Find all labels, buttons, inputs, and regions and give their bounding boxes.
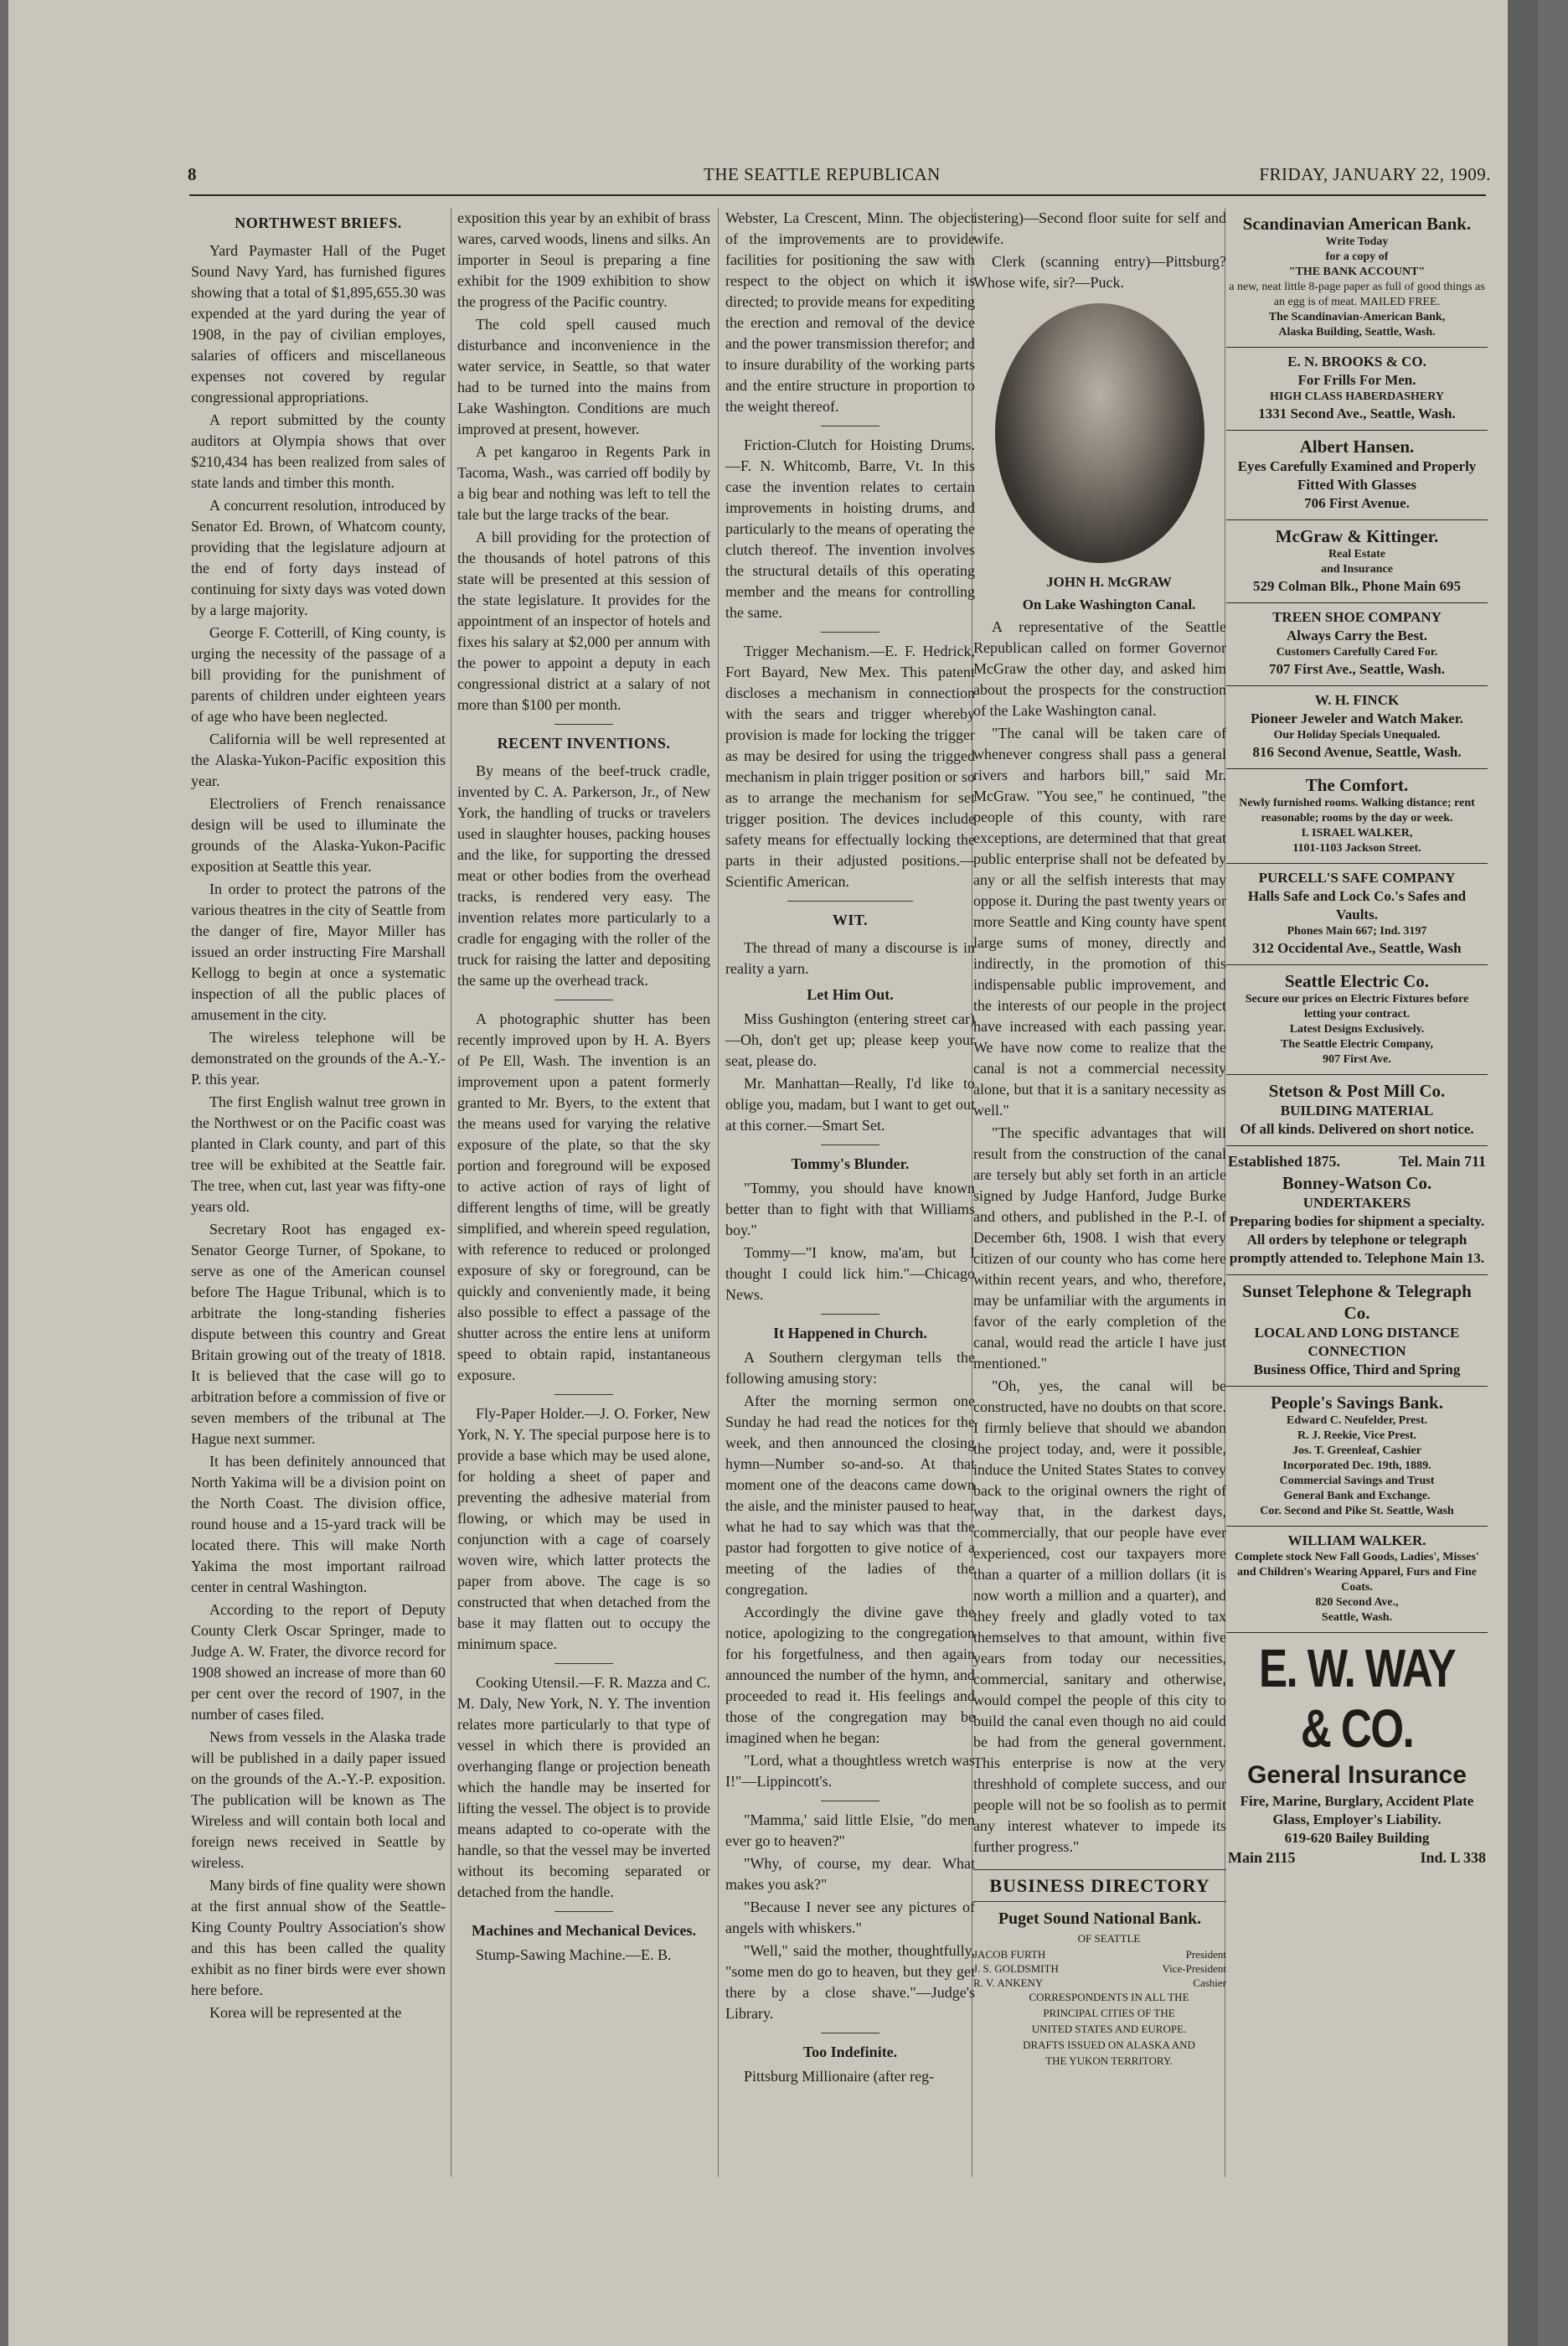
bank-note-line: DRAFTS ISSUED ON ALASKA AND [1023,2039,1195,2051]
ad-line: For Frills For Men. [1297,372,1416,388]
ad-mcgraw-kittinger [1226,520,1488,603]
article-paragraph: Friction-Clutch for Hoisting Drums.—F. N. Whitcomb, Barre, Vt. In this case the invention relates to certain improvements in hoisting drums, and particularly to the means of operating the clutch thereof. The invention involves the structural details of this operating member and the means for controlling the same. [725,437,975,621]
brief-paragraph: News from vessels in the Alaska trade will be published in a daily paper issued on the grounds of the A.-Y.-P. exposition. The publication will be known as The Wireless and will contain both local and foreign news received in Seattle by wireless. [191,1728,446,1871]
section-heading: NORTHWEST BRIEFS. [235,214,402,231]
ad-line: Complete stock New Fall Goods, Ladies', Misses' and Children's Wearing Apparel, Furs and Fine Coats. [1235,1551,1479,1594]
article-paragraph: Fly-Paper Holder.—J. O. Forker, New York, N. Y. The special purpose here is to provide a base which may be used alone, for holding a sheet of paper and preventing the adhesive material from flowing, or which may be used in conjunction with a cage of coarsely woven wire, which latter protects the paper from above. The cage is so constructed that when detached from the base it may flatten out to occupy the minimum space. [457,1405,710,1652]
bank-officer-row [973,1961,1226,1976]
page-number: 8 [188,164,197,184]
ad-e-w-way [1226,1633,1488,1875]
article-paragraph: "Tommy, you should have known better than to fight with that Williams boy." [725,1180,975,1238]
ad-line: 706 First Avenue. [1304,495,1410,511]
ad-line: R. J. Reekie, Vice Prest. [1297,1429,1417,1442]
column-northwest-briefs [191,208,446,2177]
officer-name: J. S. GOLDSMITH [973,1962,1059,1975]
separator [821,1314,879,1315]
ad-line: Pioneer Jeweler and Watch Maker. [1251,711,1463,726]
brief-paragraph: Electroliers of French renaissance design will be used to illuminate the grounds of the Alaska-Yukon-Pacific exposition at Seattle this year. [191,795,446,875]
column-rule [718,208,719,2177]
ad-line: Fire, Marine, Burglary, Accident Plate Glass, Employer's Liability. [1240,1793,1474,1827]
ad-line: Latest Designs Exclusively. [1289,1023,1425,1036]
business-directory-title: BUSINESS DIRECTORY [973,1869,1226,1902]
bank-location: OF SEATTLE [1077,1932,1141,1945]
article-paragraph: "The specific advantages that will result from the construction of the canal are tersely but ably set forth in an article signed by Judge Hanford, Judge Burke and others, and published in the P.-I. of December 6th, 1908. I wish that every citizen of our county who has come here within recent years, and who, therefore, may be unfamiliar with the arguments in favor of the early completion of the canal, would read the article I have just mentioned." [973,1124,1226,1372]
article-paragraph: By means of the beef-truck cradle, invented by C. A. Parkerson, Jr., of New York, the handling of trucks or travelers used in slaughter houses, packing houses and the like, for supporting the dressed meat or other bodies from the overhead tracks, is rendered very easy. The invention relates more particularly to a cradle for engaging with the roller of the truck for raising the latter and depositing the same up the overhead track. [457,762,710,989]
ad-title: WILLIAM WALKER. [1287,1532,1426,1548]
ad-treen-shoe [1226,603,1488,686]
ad-william-walker [1226,1527,1488,1633]
ad-line: 816 Second Avenue, Seattle, Wash. [1252,744,1462,760]
brief-paragraph: Many birds of fine quality were shown at the first annual show of the Seattle-King County Poultry Association's show and this has been called the quality exhibit as no finer birds were ever shown here before. [191,1877,446,1998]
article-paragraph: The thread of many a discourse is in reality a yarn. [725,939,975,977]
column-2 [457,208,710,2177]
brief-paragraph: A concurrent resolution, introduced by Senator Ed. Brown, of Whatcom county, providing that the legislature adjourn at the end of forty days instead of continuing for sixty days was voted down by a large majority. [191,497,446,618]
ad-line: I. ISRAEL WALKER, [1301,827,1413,840]
ad-seattle-electric [1226,965,1488,1075]
bank-officer-row [973,1947,1226,1961]
ad-scandinavian-american-bank [1226,208,1488,348]
ad-line: Phones Main 667; Ind. 3197 [1287,925,1427,938]
article-paragraph: Mr. Manhattan—Really, I'd like to oblige you, madam, but I want to get out at this corner.—Smart Set. [725,1075,975,1134]
ad-line: HIGH CLASS HABERDASHERY [1270,390,1444,403]
separator [554,1663,613,1664]
ad-line: CONNECTION [1308,1343,1406,1359]
ad-line: a new, neat little 8-page paper as full of good things as an egg is of meat. MAILED FREE. [1229,281,1485,308]
photo-caption-name: JOHN H. McGRAW [1046,574,1172,590]
ad-title: E. W. WAY & CO. [1258,1638,1456,1759]
article-paragraph: Clerk (scanning entry)—Pittsburg? Whose wife, sir?—Puck. [973,253,1226,291]
bank-note-line: UNITED STATES AND EUROPE. [1031,2023,1187,2035]
ad-line: Halls Safe and Lock Co.'s Safes and Vaults. [1247,888,1467,922]
page-edge [1508,0,1538,2346]
ad-line: General Insurance [1247,1761,1467,1789]
ad-line: 312 Occidental Ave., Seattle, Wash [1252,940,1462,956]
ad-bonney-watson [1226,1146,1488,1275]
separator [554,1911,613,1912]
ad-albert-hansen [1226,431,1488,520]
portrait-photo [995,303,1204,563]
ad-line: 619-620 Bailey Building [1284,1830,1430,1846]
section-subheading: Machines and Mechanical Devices. [472,1922,696,1939]
article-paragraph: istering)—Second floor suite for self and wife. [973,209,1226,247]
column-4 [973,208,1226,2177]
ad-title: Sunset Telephone & Telegraph Co. [1242,1281,1472,1323]
article-paragraph: "Lord, what a thoughtless wretch was I!"—Lippincott's. [725,1752,975,1790]
separator [787,901,913,902]
section-heading: WIT. [832,912,869,928]
ad-title: TREEN SHOE COMPANY [1272,609,1442,625]
officer-name: JACOB FURTH [973,1948,1046,1961]
article-paragraph: "Mamma,' said little Elsie, "do men ever go to heaven?" [725,1811,975,1849]
separator [821,632,879,633]
brief-paragraph: A report submitted by the county auditors at Olympia shows that over $210,434 has been realized from sales of state lands and timber this month. [191,411,446,491]
ad-line: "THE BANK ACCOUNT" [1288,266,1426,278]
article-paragraph: "Because I never see any pictures of angels with whiskers." [725,1899,975,1936]
ad-finck [1226,686,1488,769]
masthead [184,164,1491,189]
ad-brooks [1226,348,1488,431]
story-title: Tommy's Blunder. [791,1155,910,1172]
officer-title: Cashier [1193,1977,1226,1989]
ad-title: Albert Hansen. [1299,437,1415,457]
ad-line: Always Carry the Best. [1286,628,1428,643]
ad-line: Jos. T. Greenleaf, Cashier [1292,1444,1421,1457]
ad-title: PURCELL'S SAFE COMPANY [1258,870,1456,886]
ad-line: 1331 Second Ave., Seattle, Wash. [1258,406,1456,421]
brief-paragraph: The wireless telephone will be demonstrated on the grounds of the A.-Y.-P. this year. [191,1029,446,1088]
ad-line: 707 First Ave., Seattle, Wash. [1269,661,1445,677]
story-title: It Happened in Church. [773,1325,927,1341]
article-paragraph: "Well," said the mother, thoughtfully, "some men do go to heaven, but they get there by a close shave."—Judge's Library. [725,1942,975,2022]
ad-phones-row [1228,1847,1486,1868]
ad-title: Seattle Electric Co. [1284,971,1429,991]
officer-title: President [1185,1948,1226,1961]
ad-line: The Scandinavian-American Bank, [1268,311,1446,323]
brief-paragraph: Korea will be represented at the [209,2004,402,2021]
story-title: Let Him Out. [807,986,894,1003]
ad-line: UNDERTAKERS [1302,1195,1411,1211]
bank-note-line: CORRESPONDENTS IN ALL THE [1029,1991,1189,2003]
ad-line: Seattle, Wash. [1321,1611,1393,1624]
masthead-rule [189,194,1486,196]
ad-title: Scandinavian American Bank. [1242,214,1472,234]
article-paragraph: Stump-Sawing Machine.—E. B. [476,1946,672,1963]
story-title: Too Indefinite. [802,2044,898,2060]
bank-officers [973,1947,1226,1990]
briefs-list [191,240,446,2023]
ad-line: BUILDING MATERIAL [1280,1103,1434,1119]
ad-peoples-savings-bank [1226,1387,1488,1527]
brief-paragraph: According to the report of Deputy County Clerk Oscar Springer, made to Judge A. W. Frater, the divorce record for 1908 showed an increase of more than 60 per cent over the record of 1907, in the number of cases filed. [191,1601,446,1723]
article-paragraph: A photographic shutter has been recently improved upon by H. A. Byers of Pe Ell, Wash. The invention is an improvement upon a patent formerly granted to Mr. Byers, to the extent that the means used for varying the relative exposure of the plate, so that the sky portion and foreground will be exposed to active action of rays of light of different lengths of time, will be greatly simplified, and wherein speed regulation, with reference to reduced or prolonged exposure of sky or foreground, can be quickly and conveniently made, it being also possible to effect a passage of the shutter across the entire lens at uniform speed to obtain rapid, instantaneous exposure. [457,1010,710,1383]
ad-the-comfort [1226,769,1488,864]
ad-line: Of all kinds. Delivered on short notice. [1240,1121,1474,1137]
ad-line: 907 First Ave. [1323,1053,1391,1066]
brief-paragraph: George F. Cotterill, of King county, is urging the necessity of the passage of a bill providing for the punishment of parents of children under eighteen years of age who have been neglected. [191,624,446,725]
ad-title: People's Savings Bank. [1271,1393,1443,1413]
photo-caption-title: On Lake Washington Canal. [1022,597,1196,612]
ad-established-row [1228,1151,1486,1172]
article-paragraph: "Why, of course, my dear. What makes you ask?" [725,1855,975,1893]
article-paragraph: Trigger Mechanism.—E. F. Hedrick, Fort Bayard, New Mex. This patent discloses a mechanism in connection with the sears and trigger whereby provision is made for locking the trigger as may be desired for using the trigged mechanism in plain trigger position or so as to arrange the mechanism for set trigger position. The devices include safety means for effectually locking the parts in their adjusted positions.—Scientific American. [725,643,975,890]
officer-title: Vice-President [1162,1962,1226,1975]
ad-line: Commercial Savings and Trust [1279,1475,1435,1487]
ad-line: Real Estate [1328,548,1386,561]
ad-line: Secure our prices on Electric Fixtures before letting your contract. [1245,993,1469,1021]
ad-phone-main: Main 2115 [1228,1849,1296,1866]
article-paragraph: Tommy—"I know, ma'am, but I thought I could lick him."—Chicago News. [725,1244,975,1303]
ad-line: The Seattle Electric Company, [1281,1038,1433,1051]
ad-line: 529 Colman Blk., Phone Main 695 [1253,578,1461,594]
issue-date: FRIDAY, JANUARY 22, 1909. [1259,164,1491,184]
article-paragraph: The cold spell caused much disturbance and inconvenience in the water service, in Seattle, so that water had to be turned into the mains from Lake Washington. Conditions are much improved at present, however. [457,316,710,437]
ad-title: The Comfort. [1305,775,1409,795]
ad-title: E. N. BROOKS & CO. [1287,354,1426,369]
article-paragraph: Miss Gushington (entering street car)—Oh, don't get up; please keep your seat, please do. [725,1010,975,1069]
ad-line: Alaska Building, Seattle, Wash. [1278,326,1436,338]
article-paragraph: Webster, La Crescent, Minn. The object of the improvements are to provide facilities for positioning the saw with respect to the object on which it is directed; to provide means for expediting the erection and removal of the device and the power transmission therefor; and to insure durability of the working parts and the entire structure in proportion to the weight thereof. [725,209,975,415]
ad-line: Newly furnished rooms. Walking distance; rent reasonable; rooms by the day or week. [1239,797,1475,824]
ad-line: Write Today [1325,235,1389,248]
article-paragraph: exposition this year by an exhibit of brass wares, carved woods, linens and silks. An importer in Seoul is preparing a fine exhibit for the 1909 exhibition to show the progress of the Pacific country. [457,209,710,310]
article-paragraph: After the morning sermon one Sunday he had read the notices for the week, and then announced the closing hymn—Number so-and-so. At that moment one of the deacons came down the aisle, and the minister paused to hear what he had to say which was that the pastor had forgotten to give notice of a meeting of the ladies of the congregation. [725,1393,975,1598]
article-paragraph: Accordingly the divine gave the notice, apologizing to the congregation for his forgetfulness, and then again announced the number of the hymn, and proceeded to read it. His feelings and those of the congregation may be imagined when he began: [725,1604,975,1746]
bank-note-line: PRINCIPAL CITIES OF THE [1043,2007,1175,2019]
brief-paragraph: The first English walnut tree grown in the Northwest or on the Pacific coast was planted in Clark county, and part of this tree will be exhibited at the Seattle fair. The tree, when cut, last year was fifty-one years old. [191,1093,446,1215]
ad-phone-ind: Ind. L 338 [1420,1849,1486,1866]
bank-officer-row [973,1976,1226,1990]
brief-paragraph: California will be well represented at the Alaska-Yukon-Pacific exposition this year. [191,731,446,789]
ad-line: 820 Second Ave., [1315,1596,1399,1609]
ad-line: Customers Carefully Cared For. [1276,646,1438,659]
ad-line: 1101-1103 Jackson Street. [1292,842,1421,855]
section-heading: RECENT INVENTIONS. [497,735,671,752]
brief-paragraph: Secretary Root has engaged ex-Senator George Turner, of Spokane, to serve as one of the American counsel before The Hague Tribunal, which is to arbitrate the long-standing fisheries dispute between this country and Great Britain growing out of the treaty of 1818. It is believed that the case will go to arbitration before a commission of five or seven members of the tribunal at The Hague next summer. [191,1221,446,1447]
brief-paragraph: Yard Paymaster Hall of the Puget Sound Navy Yard, has furnished figures showing that a total of $1,895,655.30 was expended at the yard during the year of 1908, in the pay of civilian employes, salaries of officers and miscellaneous expenses not covered by regular congressional appropriations. [191,242,446,406]
ad-line: Edward C. Neufelder, Prest. [1287,1414,1427,1427]
ad-line: Our Holiday Specials Unequaled. [1273,729,1441,742]
ad-telephone: Tel. Main 711 [1399,1153,1486,1170]
newspaper-name: THE SEATTLE REPUBLICAN [704,164,941,184]
ad-title: W. H. FINCK [1314,692,1400,708]
ad-line: Preparing bodies for shipment a specialty. All orders by telephone or telegraph promptly attended to. Telephone Main 13. [1229,1213,1485,1266]
bank-name: Puget Sound National Bank. [998,1909,1202,1928]
article-paragraph: A pet kangaroo in Regents Park in Tacoma, Wash., was carried off bodily by a big bear and nothing was left to tell the tale but the large tracks of the bear. [457,443,710,523]
ad-line: for a copy of [1325,251,1389,263]
article-paragraph: Cooking Utensil.—F. R. Mazza and C. M. Daly, New York, N. Y. The invention relates more particularly to that type of vessel in which there is provided an overhanging flange or projection beneath which the handle may be inserted for lifting the vessel. The object is to provide means adapted to co-operate with the handle, so that the vessel may be inverted without its becoming separated or detached from the handle. [457,1674,710,1900]
bank-notes [973,1990,1226,2068]
ad-title: Bonney-Watson Co. [1282,1173,1432,1193]
ad-line: Cor. Second and Pike St. Seattle, Wash [1260,1505,1454,1517]
ad-sunset-telephone [1226,1275,1488,1387]
ad-title: McGraw & Kittinger. [1275,526,1439,546]
ad-established: Established 1875. [1228,1153,1341,1170]
ad-title: Stetson & Post Mill Co. [1268,1081,1446,1101]
article-paragraph: "The canal will be taken care of whenever congress shall pass a general rivers and harbors bill," said Mr. McGraw. "You see," he continued, "the people of this county, with rare exceptions, are determined that that great public enterprise shall not be defeated by any or all the selfish interests that may oppose it. During the past twenty years or more Seattle and King county have spent large sums of money, directly and indirectly, in the promotion of this indispensable public improvement, and the interests of our people in the project have increased with each passing year. We have now come to realize that the canal is not a commercial necessity alone, but that it is a sanitary necessity as well." [973,725,1226,1119]
brief-paragraph: It has been definitely announced that North Yakima will be a division point on the North Coast. The division office, round house and a 15-yard track will be located there. This will make North Yakima the most important railroad center in central Washington. [191,1453,446,1595]
officer-name: R. V. ANKENY [973,1977,1044,1989]
ad-line: LOCAL AND LONG DISTANCE [1254,1325,1460,1341]
ad-line: and Insurance [1321,563,1393,576]
separator [554,724,613,725]
article-paragraph: A Southern clergyman tells the following amusing story: [725,1349,975,1387]
article-paragraph: A bill providing for the protection of the thousands of hotel patrons of this state will be presented at this session of the state legislature. It provides for the appointment of an inspector of hotels and fixes his salary at $2,000 per annum with the power to appoint a deputy in each congressional district at a salary of not more than $100 per month. [457,529,710,713]
brief-paragraph: In order to protect the patrons of the various theatres in the city of Seattle from the danger of fire, Mayor Miller has issued an order instructing Fire Marshall Kellogg to begin at once a systematic inspection of all the public places of amusement in the city. [191,881,446,1023]
bank-note-line: THE YUKON TERRITORY. [1045,2054,1173,2067]
column-advertisements [1226,208,1488,2177]
ad-line: Business Office, Third and Spring [1253,1362,1461,1377]
column-3 [725,208,975,2177]
ad-line: Eyes Carefully Examined and Properly Fitted With Glasses [1237,458,1477,493]
separator [554,1394,613,1395]
ad-stetson-post [1226,1075,1488,1146]
article-paragraph: A representative of the Seattle Republican called on former Governor McGraw the other day, and asked him about the prospects for the construction of the Lake Washington canal. [973,618,1226,719]
article-paragraph: "Oh, yes, the canal will be constructed, have no doubts on that score. I firmly believe that should we abandon the project today, and, were it possible, induce the United States States to convey back to the original owners the right of way that, in the darkest days, commercially, that our people have ever experienced, cost our taxpayers more than a quarter of a million dollars (it is now worth a million and a quarter), and they freely and gladly voted to tax themselves to that amount, within five years from today our necessities, commercial, sanitary and otherwise, would compel the people of this city to build the canal even though no aid could be had from the general government. This enterprise is now at the very threshhold of complete success, and our people will not be so foolish as to permit any interest whatever to impede its further progress." [973,1377,1226,1855]
ad-line: General Bank and Exchange. [1283,1490,1431,1502]
ad-purcells-safe [1226,864,1488,965]
article-paragraph: Pittsburg Millionaire (after reg- [744,2068,935,2085]
ad-line: Incorporated Dec. 19th, 1889. [1282,1460,1431,1472]
